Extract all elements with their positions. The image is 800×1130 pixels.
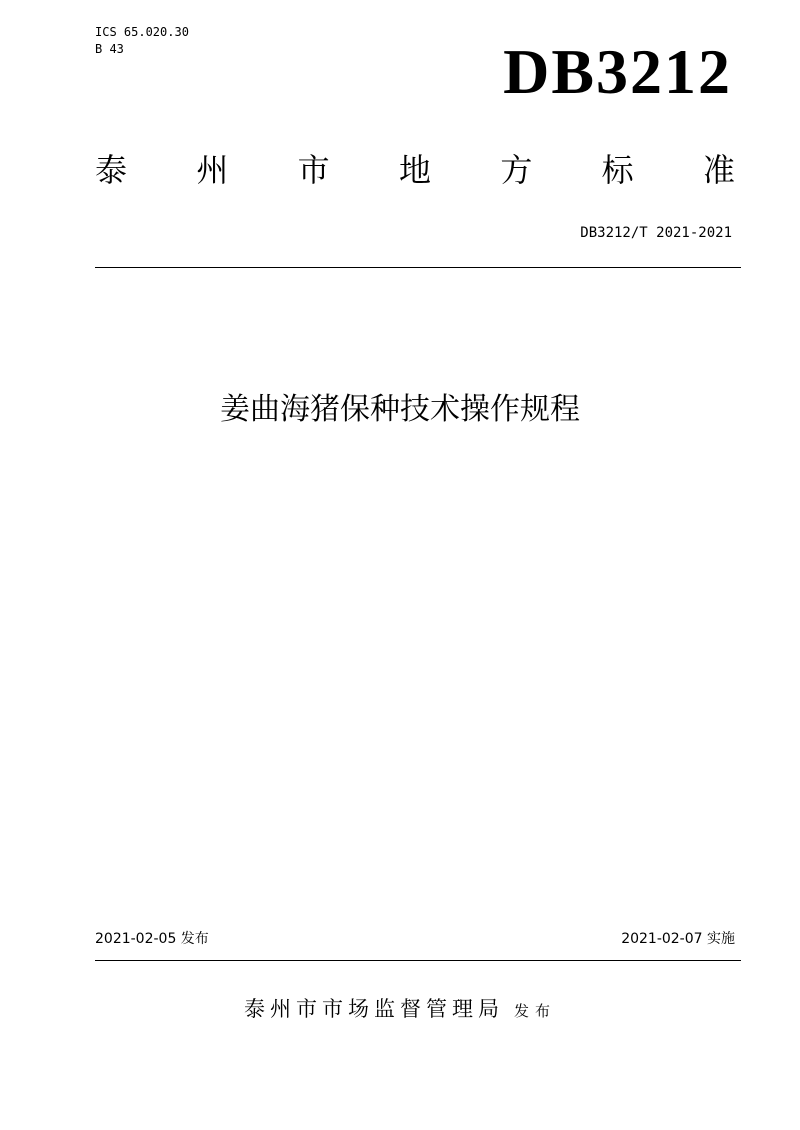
- standard-type-char: 准: [702, 151, 735, 189]
- standard-type-char: 泰: [95, 151, 128, 189]
- implement-date: 2021-02-07 实施: [621, 931, 735, 947]
- standard-type-char: 地: [398, 151, 431, 189]
- document-title: 姜曲海猪保种技术操作规程: [220, 392, 580, 427]
- dates-row: [95, 928, 735, 948]
- db-code: DB3212: [503, 36, 732, 107]
- standard-type-char: 州: [196, 151, 229, 189]
- issuing-organization: 泰州市市场监督管理局: [243, 997, 504, 1021]
- standard-type-title: [95, 142, 735, 194]
- standard-type-char: 方: [500, 151, 533, 189]
- classification-block: [95, 24, 189, 58]
- issue-date: 2021-02-05 发布: [95, 931, 209, 947]
- top-divider: [95, 267, 741, 268]
- standard-type-char: 标: [601, 151, 634, 189]
- issuer-line: [0, 993, 800, 1023]
- standard-type-char: 市: [297, 151, 330, 189]
- bottom-divider: [95, 960, 741, 961]
- standard-number: DB3212/T 2021-2021: [580, 225, 732, 241]
- issue-label: 发布: [513, 1002, 556, 1020]
- ccs-code: B 43: [95, 42, 124, 56]
- ics-code: ICS 65.020.30: [95, 25, 189, 39]
